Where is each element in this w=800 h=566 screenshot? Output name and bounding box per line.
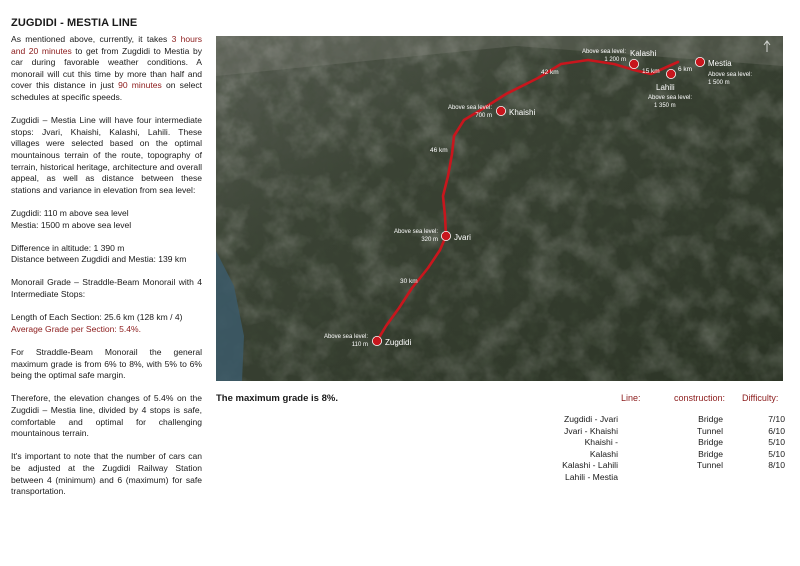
table-row [560, 414, 785, 426]
station-marker [441, 231, 450, 240]
station-altitude: 700 m [475, 113, 492, 119]
conclusion-paragraph: Therefore, the elevation changes of 5.4% on the Zugdidi – Mestia line, divided by 4 stops is safe, comfortable and optimal for challenging mountainous terrain. [11, 393, 202, 439]
total-distance: Distance between Zugdidi and Mestia: 139 km [11, 254, 187, 265]
station-marker [695, 57, 704, 66]
station-altitude: 1 200 m [604, 57, 626, 63]
table-row [560, 472, 785, 484]
station-marker [666, 69, 675, 78]
mestia-elevation: Mestia: 1500 m above sea level [11, 219, 132, 230]
section-difficulty: 6/10 [768, 425, 785, 436]
section-line: Kalashi - Lahili [562, 460, 618, 471]
altitude-difference: Difference in altitude: 1 390 m [11, 242, 125, 253]
cars-paragraph: It's important to note that the number of cars can be adjusted at the Zugdidi Railway Station between 4 (minimum) and 6 (maximum) for safe transportation. [11, 451, 202, 497]
section-construction: Tunnel [697, 425, 723, 436]
section-difficulty: 7/10 [768, 414, 785, 424]
station-altitude-label: Above sea level: [708, 72, 753, 78]
station-altitude: 1 500 m [708, 80, 730, 86]
station-altitude-label: Above sea level: [648, 95, 693, 101]
header-line: Line: [621, 393, 641, 403]
station-name: Zugdidi [385, 338, 412, 347]
section-line: Zugdidi - Jvari [564, 414, 618, 424]
average-grade: Average Grade per Section: 5.4%. [11, 323, 142, 334]
section-paragraph [11, 312, 202, 335]
page-title: ZUGDIDI - MESTIA LINE [11, 17, 138, 29]
grade-heading-paragraph: Monorail Grade – Straddle-Beam Monorail with 4 Intermediate Stops: [11, 277, 202, 300]
zugdidi-elevation: Zugdidi: 110 m above sea level [11, 207, 129, 218]
description-column [11, 34, 202, 509]
table-row [560, 460, 785, 472]
station-name: Jvari [454, 233, 471, 242]
max-grade-note: The maximum grade is 8%. [216, 393, 338, 404]
station-name: Mestia [708, 59, 732, 68]
station-altitude-label: Above sea level: [581, 49, 626, 55]
station-altitude-label: Above sea level: [323, 334, 368, 340]
station-altitude: 1 350 m [654, 103, 676, 109]
station-altitude-label: Above sea level: [393, 229, 438, 235]
station-marker [629, 59, 638, 68]
stops-paragraph: Zugdidi – Mestia Line will have four intermediate stops: Jvari, Khaishi, Kalashi, Lahili. These villages were selected based on the optimal mountainous terrain of the route, topography of terrain, historical heritage, architecture and overall appeal, as well as distance between these stations and variance in elevation from sea level: [11, 115, 202, 195]
terrain-map [216, 36, 783, 381]
station-altitude: 320 m [421, 237, 438, 243]
station-name: Khaishi [509, 108, 536, 117]
section-line: Jvari - Khaishi [564, 425, 618, 436]
section-line: Kalashi [589, 448, 618, 459]
distance-label-1: 30 km [400, 278, 418, 285]
station-name: Lahili [656, 83, 675, 92]
section-line: Khaishi - [584, 437, 618, 448]
section-construction: Bridge [698, 414, 723, 424]
station-altitude-label: Above sea level: [447, 105, 492, 111]
intro-text-2: to get from Zugdidi to Mestia by car during favorable weather conditions. A monorail will cut this time by more than half and cover this distance in just [11, 45, 202, 91]
intro-text-3: on select schedules at specific speeds. [11, 80, 203, 102]
section-construction: Tunnel [697, 460, 723, 471]
intro-paragraph [11, 34, 202, 104]
section-difficulty: 5/10 [768, 437, 785, 448]
route-map [216, 36, 783, 381]
section-difficulty: 5/10 [768, 448, 785, 459]
travel-time-highlight: 3 hours and 20 minutes [11, 34, 202, 56]
station-marker [496, 106, 505, 115]
station-marker [372, 336, 381, 345]
intro-text: As mentioned above, currently, it takes [11, 34, 172, 44]
header-construction: construction: [674, 393, 726, 403]
elevation-paragraph [11, 208, 202, 231]
table-row [560, 449, 785, 461]
header-difficulty: Difficulty: [742, 393, 779, 403]
distance-label-3: 42 km [541, 69, 559, 76]
section-line: Lahili - Mestia [564, 471, 618, 482]
difference-paragraph [11, 243, 202, 266]
section-construction: Bridge [698, 448, 723, 459]
table-row [560, 426, 785, 438]
section-difficulty: 8/10 [768, 460, 785, 471]
section-length: Length of Each Section: 25.6 km (128 km / 4) [11, 312, 183, 323]
monorail-time-highlight: 90 minutes [118, 80, 162, 91]
distance-label-4: 15 km [642, 68, 660, 75]
table-row [560, 437, 785, 449]
station-altitude: 110 m [351, 342, 368, 348]
station-name: Kalashi [630, 49, 657, 58]
section-construction: Bridge [698, 437, 723, 448]
distance-label-2: 46 km [430, 147, 448, 154]
max-grade-paragraph: For Straddle-Beam Monorail the general maximum grade is from 6% to 8%, with 5% to 6% being the optimal safe margin. [11, 347, 202, 381]
distance-label-5: 6 km [678, 66, 693, 73]
sections-table [560, 414, 785, 484]
